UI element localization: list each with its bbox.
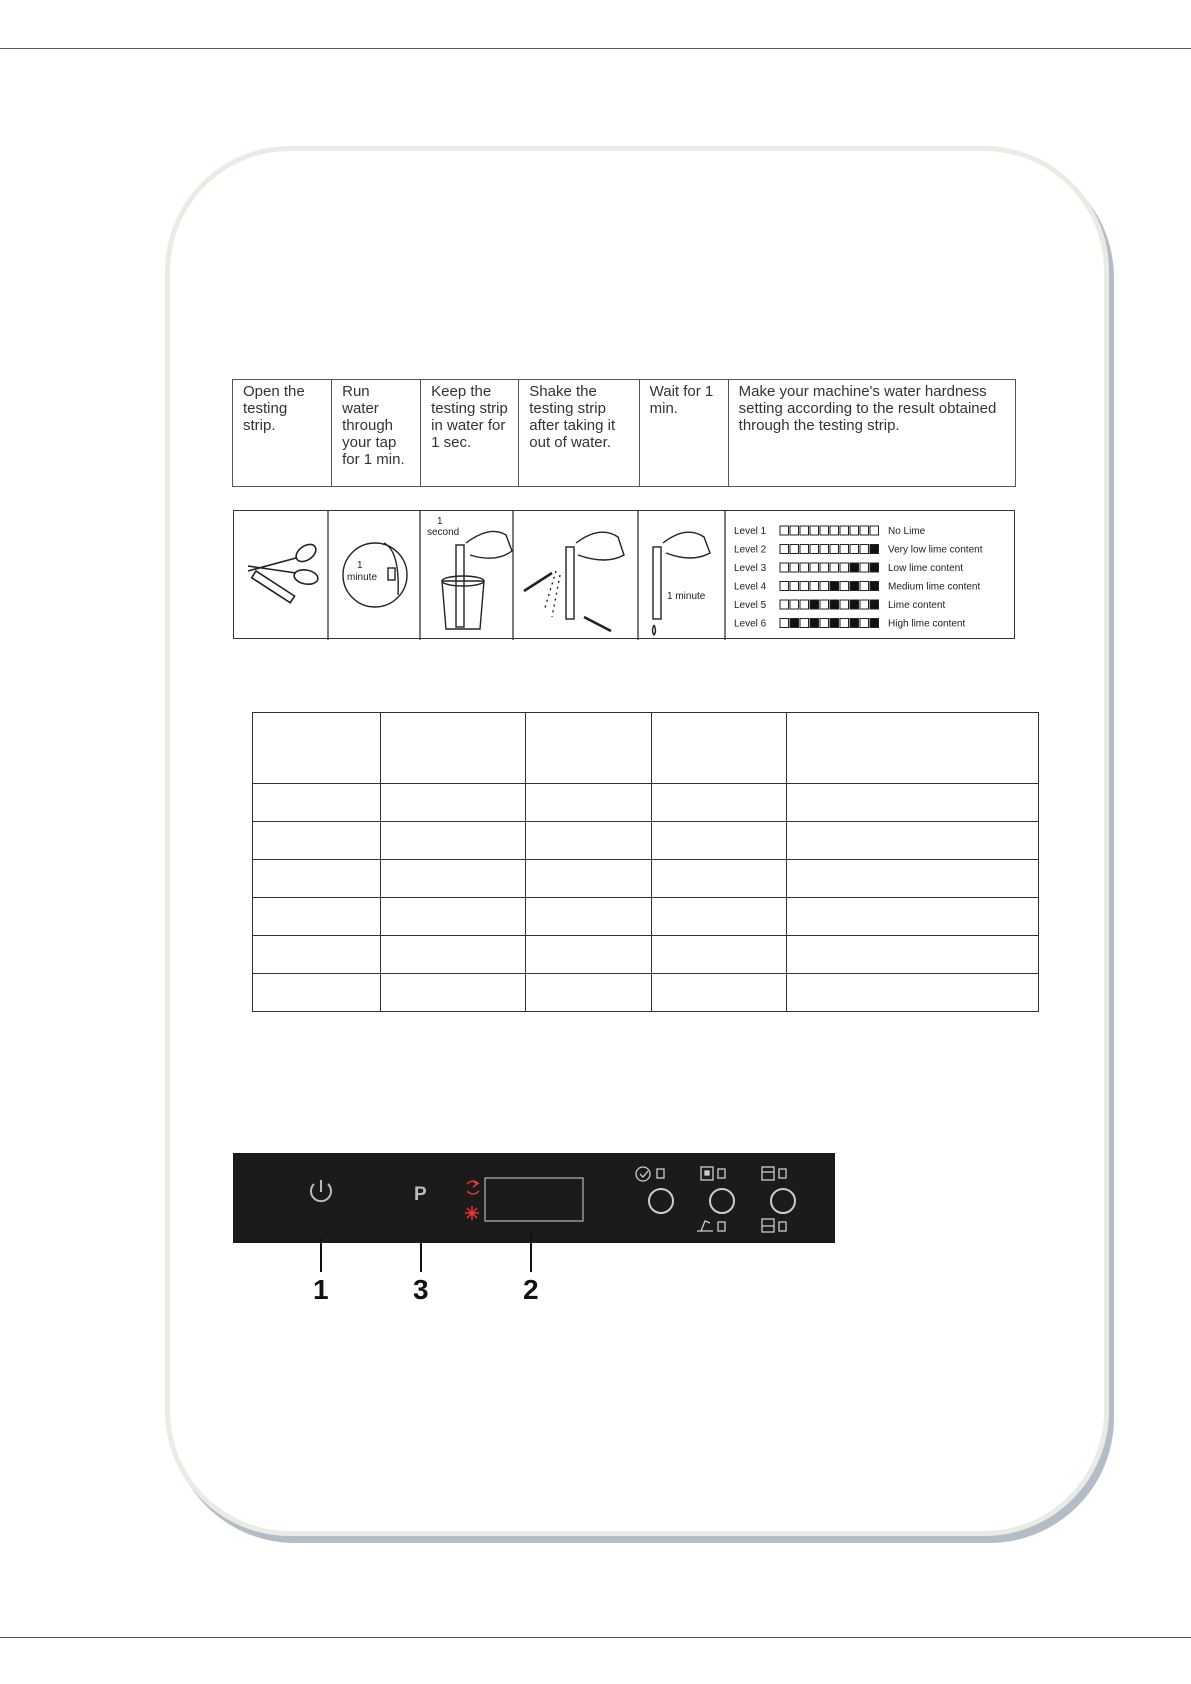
level-square	[780, 545, 789, 554]
program-button[interactable]: P	[414, 1184, 427, 1205]
table-cell	[786, 784, 1038, 822]
steps-row	[233, 380, 1016, 487]
table-cell	[525, 974, 651, 1012]
tablet-icon	[697, 1221, 725, 1231]
level-square	[870, 563, 879, 572]
level-square	[810, 619, 819, 628]
digital-display	[485, 1178, 583, 1221]
level-square	[790, 526, 799, 535]
step-text: Make your machine's water hardness setting according to the result obtained through the testing strip.	[738, 383, 997, 434]
level-square	[870, 526, 879, 535]
level-name: Level 6	[734, 618, 767, 630]
lower-basket-icon	[762, 1219, 786, 1232]
table-cell	[525, 713, 651, 784]
level-name: Level 1	[734, 526, 767, 537]
level-square	[850, 582, 859, 591]
illustration-svg	[234, 511, 1016, 640]
level-square	[830, 600, 839, 609]
table-cell	[381, 822, 526, 860]
level-name: Level 4	[734, 581, 767, 593]
table-cell	[381, 860, 526, 898]
step-cell	[728, 380, 1015, 487]
wait-label: 1 minute	[667, 591, 706, 602]
level-description: No Lime	[888, 526, 926, 537]
level-square	[870, 600, 879, 609]
level-square	[820, 582, 829, 591]
hardness-levels	[734, 526, 983, 630]
level-description: Lime content	[888, 600, 946, 611]
step-text: Keep the testing strip in water for 1 sec.	[431, 383, 508, 451]
wait-strip-icon	[653, 532, 711, 635]
option-button-3[interactable]	[771, 1189, 795, 1213]
table-cell	[381, 713, 526, 784]
level-square	[840, 545, 849, 554]
step-text: Run water through your tap for 1 min.	[342, 383, 405, 468]
level-square	[850, 619, 859, 628]
level-square	[840, 582, 849, 591]
table-cell	[525, 936, 651, 974]
level-square	[820, 600, 829, 609]
delay-timer-icon	[636, 1167, 664, 1181]
level-square	[780, 619, 789, 628]
table-cell	[786, 898, 1038, 936]
table-row	[253, 860, 1039, 898]
level-square	[830, 545, 839, 554]
table-cell	[786, 860, 1038, 898]
illustration-strip	[233, 510, 1015, 639]
level-square	[870, 545, 879, 554]
callout-3: 3	[413, 1274, 429, 1305]
level-name: Level 3	[734, 563, 767, 574]
level-square	[870, 619, 879, 628]
level-square	[820, 619, 829, 628]
level-square	[820, 563, 829, 572]
rinse-aid-warning-icon	[465, 1206, 479, 1220]
level-square	[780, 600, 789, 609]
control-panel	[233, 1153, 835, 1243]
table-cell	[381, 974, 526, 1012]
level-square	[800, 545, 809, 554]
level-description: Low lime content	[888, 563, 964, 574]
level-square	[830, 526, 839, 535]
level-square	[860, 526, 869, 535]
table-cell	[253, 936, 381, 974]
level-square	[860, 619, 869, 628]
level-square	[780, 563, 789, 572]
level-square	[830, 563, 839, 572]
hardness-level-row	[734, 545, 983, 556]
hardness-level-row	[734, 600, 945, 611]
level-description: High lime content	[888, 618, 966, 630]
step-cell	[233, 380, 332, 487]
level-square	[840, 600, 849, 609]
level-square	[850, 600, 859, 609]
table-row	[253, 784, 1039, 822]
step-text: Wait for 1 min.	[649, 383, 714, 417]
level-square	[790, 545, 799, 554]
level-square	[790, 582, 799, 591]
level-square	[800, 582, 809, 591]
table-cell	[381, 784, 526, 822]
callout-2: 2	[523, 1274, 539, 1305]
level-square	[860, 600, 869, 609]
table-cell	[525, 898, 651, 936]
level-square	[810, 545, 819, 554]
table-cell	[651, 936, 786, 974]
step-cell	[519, 380, 639, 487]
table-cell	[253, 713, 381, 784]
hardness-setting-table	[252, 712, 1039, 1012]
second-num: 1	[437, 516, 443, 527]
table-row	[253, 713, 1039, 784]
salt-warning-icon	[467, 1181, 479, 1194]
table-cell	[381, 898, 526, 936]
upper-basket-icon	[762, 1167, 786, 1180]
level-square	[810, 563, 819, 572]
table-cell	[253, 860, 381, 898]
hardness-level-row	[734, 563, 963, 574]
table-cell	[651, 784, 786, 822]
hardness-level-row	[734, 526, 926, 537]
level-square	[830, 619, 839, 628]
level-square	[800, 526, 809, 535]
level-square	[850, 526, 859, 535]
table-cell	[786, 713, 1038, 784]
level-square	[780, 526, 789, 535]
steps-table	[232, 379, 1016, 487]
half-load-icon	[701, 1167, 725, 1180]
level-square	[850, 563, 859, 572]
table-row	[253, 974, 1039, 1012]
hardness-level-row	[734, 582, 980, 593]
level-name: Level 2	[734, 544, 767, 556]
scissors-icon	[248, 541, 319, 603]
table-cell	[651, 860, 786, 898]
table-cell	[651, 974, 786, 1012]
table-cell	[651, 822, 786, 860]
level-square	[810, 582, 819, 591]
power-button-icon[interactable]	[311, 1180, 331, 1201]
level-name: Level 5	[734, 600, 767, 611]
top-rule	[0, 48, 1191, 49]
table-cell	[381, 936, 526, 974]
step-cell	[421, 380, 519, 487]
option-button-1[interactable]	[649, 1189, 673, 1213]
level-square	[790, 600, 799, 609]
level-square	[820, 526, 829, 535]
callout-1: 1	[313, 1274, 329, 1305]
table-cell	[786, 936, 1038, 974]
level-square	[810, 600, 819, 609]
level-square	[860, 545, 869, 554]
minute-unit: minute	[347, 572, 378, 583]
level-square	[790, 563, 799, 572]
table-cell	[525, 822, 651, 860]
level-square	[800, 619, 809, 628]
table-cell	[786, 822, 1038, 860]
step-cell	[332, 380, 421, 487]
level-square	[830, 582, 839, 591]
level-square	[790, 619, 799, 628]
table-cell	[525, 860, 651, 898]
panel-svg	[233, 1153, 835, 1243]
level-description: Very low lime content	[888, 544, 983, 556]
level-square	[860, 563, 869, 572]
option-button-2[interactable]	[710, 1189, 734, 1213]
level-square	[840, 526, 849, 535]
strip-in-water-icon	[442, 531, 512, 629]
level-description: Medium lime content	[888, 581, 981, 593]
level-square	[840, 619, 849, 628]
table-cell	[253, 784, 381, 822]
step-cell	[639, 380, 728, 487]
table-row	[253, 936, 1039, 974]
table-cell	[253, 898, 381, 936]
level-square	[850, 545, 859, 554]
second-unit: second	[427, 527, 460, 538]
shake-strip-icon	[524, 532, 624, 631]
table-cell	[651, 898, 786, 936]
table-row	[253, 822, 1039, 860]
level-square	[820, 545, 829, 554]
table-cell	[253, 822, 381, 860]
hardness-level-row	[734, 619, 965, 630]
table-cell	[253, 974, 381, 1012]
step-text: Open the testing strip.	[243, 383, 305, 434]
table-cell	[651, 713, 786, 784]
level-square	[800, 563, 809, 572]
table-cell	[525, 784, 651, 822]
table-cell	[786, 974, 1038, 1012]
level-square	[780, 582, 789, 591]
level-square	[800, 600, 809, 609]
bottom-rule	[0, 1637, 1191, 1638]
minute-num: 1	[357, 560, 363, 571]
level-square	[840, 563, 849, 572]
level-square	[870, 582, 879, 591]
level-square	[810, 526, 819, 535]
level-square	[860, 582, 869, 591]
table-row	[253, 898, 1039, 936]
step-text: Shake the testing strip after taking it out of water.	[529, 383, 616, 451]
